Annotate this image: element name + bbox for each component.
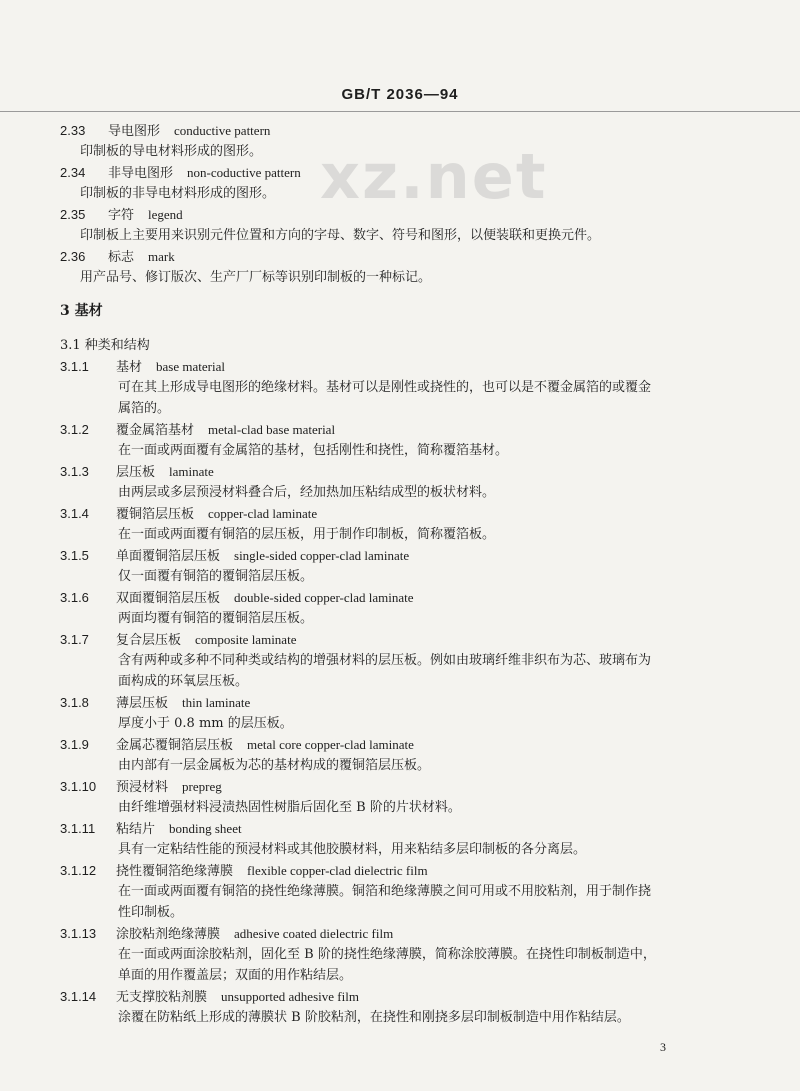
entry-term: 涂胶粘剂绝缘薄膜: [116, 927, 221, 942]
entry-definition: 涂覆在防粘纸上形成的薄膜状 B 阶胶粘剂，在挠性和刚挠多层印制板制造中用作粘结层。: [118, 1010, 630, 1025]
entry-term: 覆铜箔层压板: [116, 507, 195, 522]
entry-3-1-12: [60, 860, 428, 882]
entry-number: 2.34: [60, 165, 86, 180]
entry-term: 预浸材料: [116, 780, 169, 795]
entry-definition: 仅一面覆有铜箔的覆铜箔层压板。: [118, 569, 314, 584]
entry-definition: 印制板的导电材料形成的图形。: [80, 144, 263, 159]
entry-english-term: unsupported adhesive film: [221, 989, 359, 1004]
entry-number: 3.1.8: [60, 695, 89, 710]
entry-definition: 在一面或两面涂胶粘剂，固化至 B 阶的挠性绝缘薄膜，简称涂胶薄膜。在挠性印制板制造中，: [118, 947, 656, 962]
entry-number: 3.1.10: [60, 779, 97, 794]
entry-3-1-4: [60, 503, 317, 525]
entry-3-1-7: [60, 629, 296, 651]
entry-term: 标志: [108, 250, 135, 265]
entry-term: 导电图形: [108, 124, 161, 139]
entry-definition: 单面的用作覆盖层；双面的用作粘结层。: [118, 968, 353, 983]
entry-definition: 具有一定粘结性能的预浸材料或其他胶膜材料，用来粘结多层印制板的各分离层。: [118, 842, 587, 857]
page-number: 3: [660, 1040, 666, 1054]
entry-number: 3.1.11: [60, 821, 96, 836]
entry-number: 3.1.13: [60, 926, 97, 941]
entry-2-36: [60, 246, 175, 268]
entry-number: 3.1.14: [60, 989, 97, 1004]
entry-number: 3.1.4: [60, 506, 89, 521]
entry-term: 双面覆铜箔层压板: [116, 591, 221, 606]
entry-2-34: [60, 162, 301, 184]
entry-2-35: [60, 204, 183, 226]
page-header: GB/T 2036—94: [341, 86, 459, 103]
entry-3-1-2: [60, 419, 335, 441]
entry-term: 薄层压板: [116, 696, 169, 711]
entry-term: 非导电图形: [108, 166, 174, 181]
entry-term: 基材: [116, 360, 143, 375]
entry-english-term: metal core copper-clad laminate: [247, 737, 414, 752]
entry-3-1-5: [60, 545, 409, 567]
entry-number: 3.1.5: [60, 548, 89, 563]
entry-number: 3.1.6: [60, 590, 89, 605]
entry-number: 3.1.9: [60, 737, 89, 752]
watermark: xz.net: [320, 140, 548, 213]
entry-english-term: adhesive coated dielectric film: [234, 926, 394, 941]
entry-english-term: double-sided copper-clad laminate: [234, 590, 414, 605]
entry-term: 覆金属箔基材: [116, 423, 195, 438]
entry-number: 2.35: [60, 207, 86, 222]
header-rule: [0, 111, 800, 112]
entry-term: 挠性覆铜箔绝缘薄膜: [116, 864, 234, 879]
entry-definition: 用产品号、修订版次、生产厂厂标等识别印制板的一种标记。: [80, 270, 432, 285]
subsection-title: 3.1 种类和结构: [60, 338, 150, 353]
entry-3-1-9: [60, 734, 414, 756]
entry-3-1-10: [60, 776, 222, 798]
entry-english-term: metal-clad base material: [208, 422, 336, 437]
entry-english-term: laminate: [169, 464, 214, 479]
entry-definition: 在一面或两面覆有金属箔的基材，包括刚性和挠性，简称覆箔基材。: [118, 443, 509, 458]
entry-term: 金属芯覆铜箔层压板: [116, 738, 234, 753]
entry-term: 粘结片: [116, 822, 156, 837]
entry-3-1-11: [60, 818, 242, 840]
entry-term: 复合层压板: [116, 633, 182, 648]
entry-english-term: thin laminate: [182, 695, 251, 710]
entry-2-33: [60, 120, 270, 142]
entry-number: 3.1.2: [60, 422, 89, 437]
entry-english-term: mark: [148, 249, 175, 264]
entry-3-1-3: [60, 461, 214, 483]
entry-english-term: composite laminate: [195, 632, 297, 647]
entry-english-term: bonding sheet: [169, 821, 242, 836]
entry-term: 无支撑胶粘剂膜: [116, 990, 208, 1005]
entry-definition: 由内部有一层金属板为芯的基材构成的覆铜箔层压板。: [118, 758, 431, 773]
entry-english-term: legend: [148, 207, 183, 222]
entry-english-term: conductive pattern: [174, 123, 271, 138]
entry-english-term: copper-clad laminate: [208, 506, 318, 521]
entry-3-1-1: [60, 356, 225, 378]
entry-definition: 由两层或多层预浸材料叠合后，经加热加压粘结成型的板状材料。: [118, 485, 496, 500]
entry-3-1-6: [60, 587, 414, 609]
entry-definition: 印制板的非导电材料形成的图形。: [80, 186, 276, 201]
entry-number: 3.1.12: [60, 863, 97, 878]
entry-definition: 属箔的。: [118, 401, 171, 416]
entry-english-term: base material: [156, 359, 225, 374]
entry-definition: 在一面或两面覆有铜箔的挠性绝缘薄膜。铜箔和绝缘薄膜之间可用或不用胶粘剂，用于制作挠: [118, 884, 652, 899]
entry-term: 层压板: [116, 465, 156, 480]
entry-definition: 性印制板。: [118, 905, 184, 920]
entry-english-term: single-sided copper-clad laminate: [234, 548, 410, 563]
entry-term: 字符: [108, 208, 135, 223]
entry-definition: 可在其上形成导电图形的绝缘材料。基材可以是刚性或挠性的，也可以是不覆金属箔的或覆金: [118, 380, 652, 395]
entry-english-term: non-coductive pattern: [187, 165, 301, 180]
entry-definition: 由纤维增强材料浸渍热固性树脂后固化至 B 阶的片状材料。: [118, 800, 461, 815]
entry-number: 3.1.3: [60, 464, 89, 479]
entry-number: 3.1.1: [60, 359, 89, 374]
entry-term: 单面覆铜箔层压板: [116, 549, 221, 564]
entry-definition: 印制板上主要用来识别元件位置和方向的字母、数字、符号和图形，以便装联和更换元件。: [80, 228, 601, 243]
entry-definition: 面构成的环氧层压板。: [118, 674, 249, 689]
section-title: 3 基材: [60, 303, 103, 319]
entry-definition: 在一面或两面覆有铜箔的层压板，用于制作印制板，简称覆箔板。: [118, 527, 496, 542]
entry-number: 2.33: [60, 123, 86, 138]
entry-number: 3.1.7: [60, 632, 89, 647]
entry-english-term: flexible copper-clad dielectric film: [247, 863, 428, 878]
entry-3-1-8: [60, 692, 250, 714]
entry-definition: 厚度小于 0.8 mm 的层压板。: [118, 716, 293, 731]
entry-3-1-14: [60, 986, 359, 1008]
entry-number: 2.36: [60, 249, 86, 264]
entry-definition: 含有两种或多种不同种类或结构的增强材料的层压板。例如由玻璃纤维非织布为芯、玻璃布为: [118, 653, 652, 668]
entry-definition: 两面均覆有铜箔的覆铜箔层压板。: [118, 611, 314, 626]
entry-3-1-13: [60, 923, 393, 945]
entry-english-term: prepreg: [182, 779, 222, 794]
